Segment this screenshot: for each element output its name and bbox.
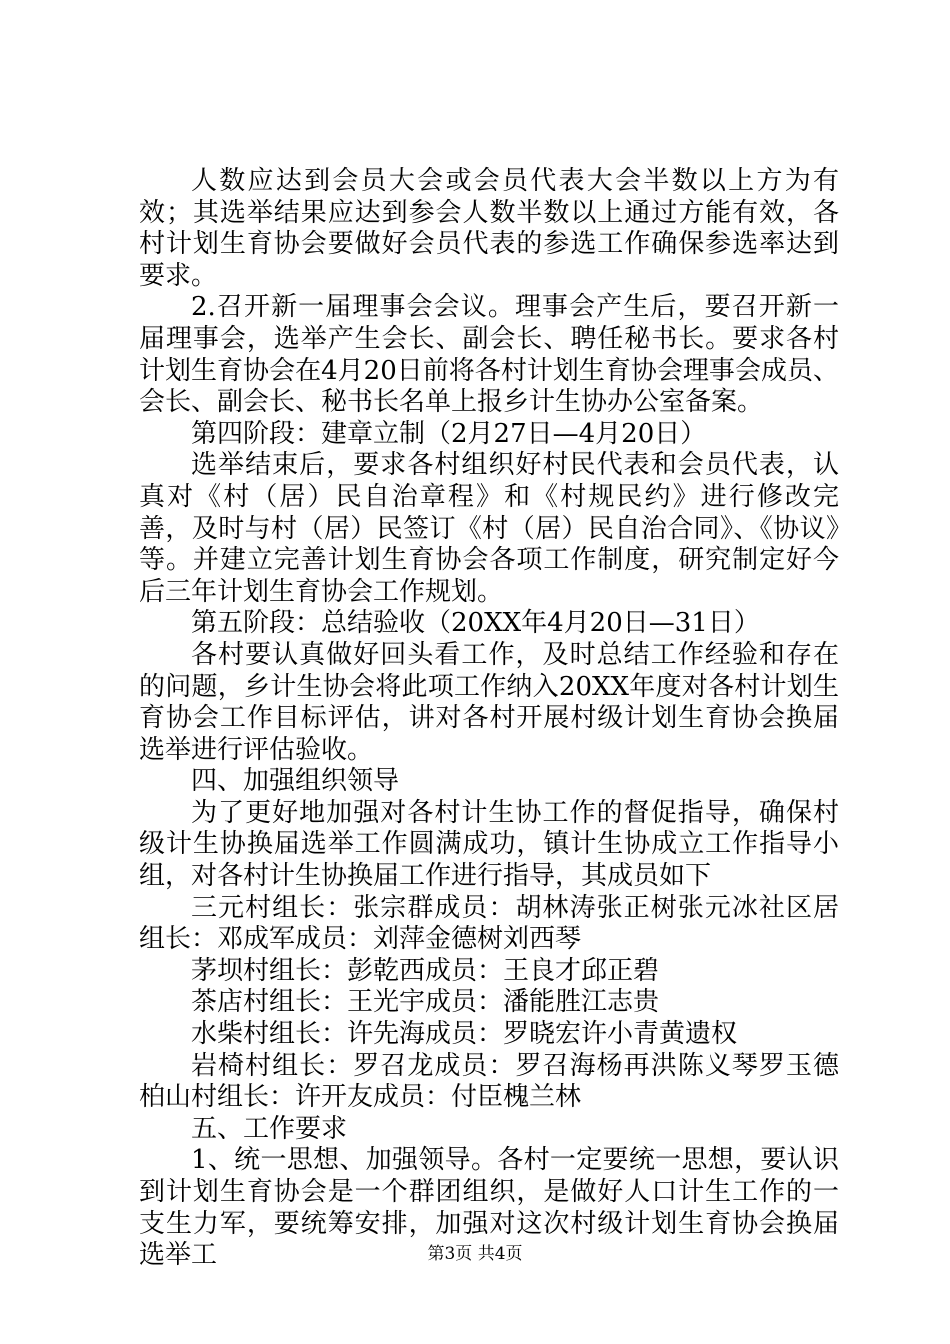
section-heading-requirements: 五、工作要求 — [191, 1113, 348, 1144]
member-list-shuichai: 水柴村组长：许先海成员：罗晓宏许小青黄遗权 — [191, 1019, 738, 1050]
document-body — [139, 166, 839, 1272]
member-list-chadian: 茶店村组长：王光宇成员：潘能胜江志贵 — [191, 987, 660, 1018]
member-list-maoba: 茅坝村组长：彭乾西成员：王良才邱正碧 — [191, 955, 660, 986]
paragraph-3: 选举结束后，要求各村组织好村民代表和会员代表，认真对《村（居）民自治章程》和《村规民约》进行修改完善，及时与村（居）民签订《村（居）民自治合同》、《协议》等。并建立完善计划生育协会各项工作制度，研究制定好今后三年计划生育协会工作规划。 — [139, 450, 839, 607]
page-footer — [0, 1244, 950, 1264]
page-number-label: 第3页 共4页 — [427, 1244, 523, 1264]
section-heading-stage-5: 第五阶段：总结验收（20XX年4月20日—31日） — [191, 608, 760, 639]
member-list-sanyuan: 三元村组长：张宗群成员：胡林涛张正树张元冰社区居组长：邓成军成员：刘萍金德树刘西琴 — [139, 892, 839, 955]
section-heading-leadership: 四、加强组织领导 — [191, 766, 400, 797]
paragraph-1: 人数应达到会员大会或会员代表大会半数以上方为有效；其选举结果应达到参会人数半数以上通过方能有效，各村计划生育协会要做好会员代表的参选工作确保参选率达到要求。 — [139, 166, 839, 291]
member-list-yanyi: 岩椅村组长：罗召龙成员：罗召海杨再洪陈义琴罗玉德柏山村组长：许开友成员：付臣槐兰林 — [139, 1050, 839, 1113]
paragraph-2: 2.召开新一届理事会会议。理事会产生后，要召开新一届理事会，选举产生会长、副会长、聘任秘书长。要求各村计划生育协会在4月20日前将各村计划生育协会理事会成员、会长、副会长、秘书长名单上报乡计生协办公室备案。 — [139, 292, 839, 418]
paragraph-4: 各村要认真做好回头看工作，及时总结工作经验和存在的问题，乡计生协会将此项工作纳入20XX年度对各村计划生育协会工作目标评估，讲对各村开展村级计划生育协会换届选举进行评估验收。 — [139, 639, 839, 765]
paragraph-5: 为了更好地加强对各村计生协工作的督促指导，确保村级计生协换届选举工作圆满成功，镇计生协成立工作指导小组，对各村计生协换届工作进行指导，其成员如下 — [139, 797, 839, 892]
section-heading-stage-4: 第四阶段：建章立制（2月27日—4月20日） — [191, 418, 707, 449]
paragraph-6: 1、统一思想、加强领导。各村一定要统一思想，要认识到计划生育协会是一个群团组织，是做好人口计生工作的一支生力军，要统筹安排，加强对这次村级计划生育协会换届选举工 — [139, 1145, 839, 1271]
